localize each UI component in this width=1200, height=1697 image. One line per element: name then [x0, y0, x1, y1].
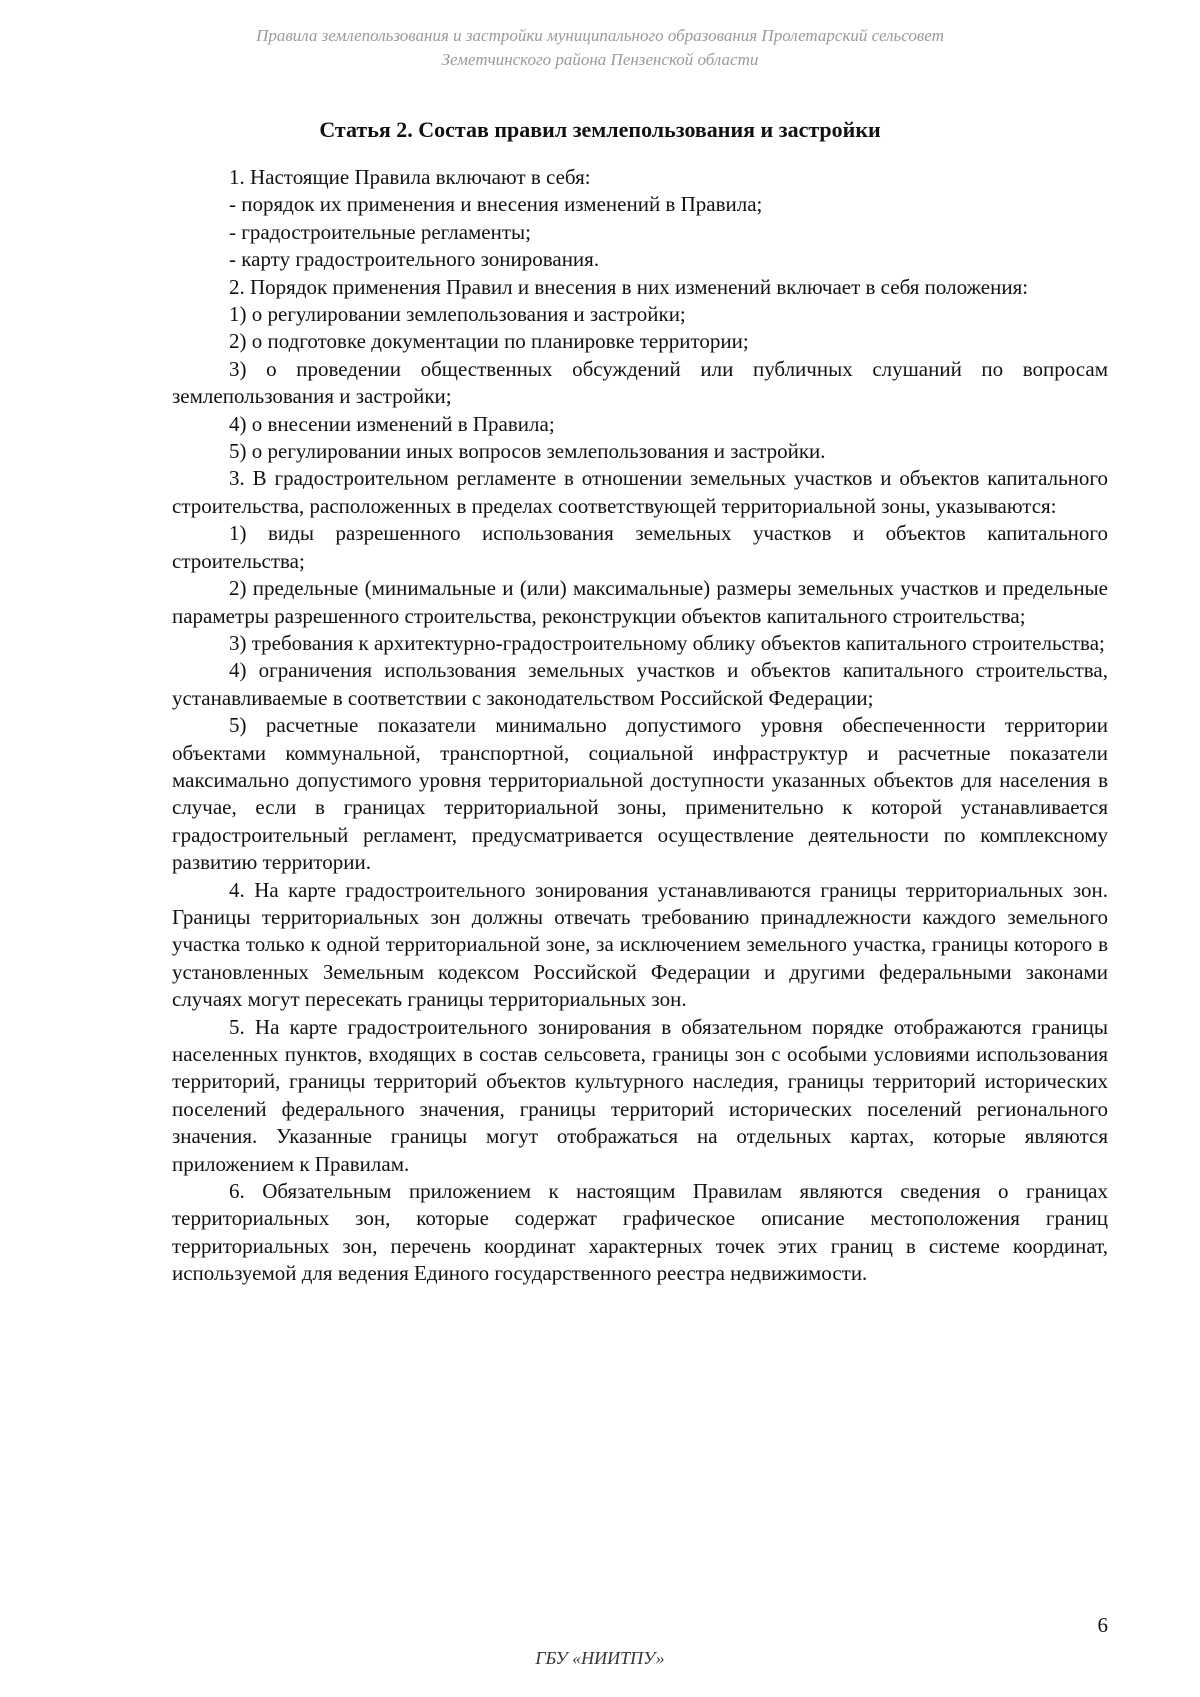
paragraph: 4. На карте градостроительного зонирования устанавливаются границы территориальных зон. Границы территориальных зон должны отвечать требованию принадлежности каждого земельного участка только к одной территориальной зоне, за исключением земельного участка, границы которого в установленных Земельным кодексом Российской Федерации и другими федеральными законами случаях могут пересекать границы территориальных зон. [172, 877, 1108, 1012]
article-body [172, 164, 1108, 1288]
paragraph: 4) ограничения использования земельных участков и объектов капитального строительства, устанавливаемые в соответствии с законодательством Российской Федерации; [172, 658, 1108, 710]
paragraph: 1) о регулировании землепользования и застройки; [229, 302, 686, 327]
paragraph: 2. Порядок применения Правил и внесения в них изменений включает в себя положения: [229, 274, 1029, 299]
paragraph: 2) о подготовке документации по планировке территории; [229, 329, 749, 354]
page-number: 6 [1097, 1613, 1108, 1637]
paragraph: 6. Обязательным приложением к настоящим Правилам являются сведения о границах территориальных зон, которые содержат графическое описание местоположения границ территориальных зон, перечень координат характерных точек этих границ в системе координат, используемой для ведения Единого государственного реестра недвижимости. [172, 1179, 1108, 1286]
paragraph: 3. В градостроительном регламенте в отношении земельных участков и объектов капитального строительства, расположенных в пределах соответствующей территориальной зоны, указываются: [172, 466, 1108, 518]
paragraph: 5) расчетные показатели минимально допустимого уровня обеспеченности территории объектами коммунальной, транспортной, социальной инфраструктур и расчетные показатели максимально допустимого уровня территориальной доступности указанных объектов для населения в случае, если в границах территориальной зоны, применительно к которой устанавливается градостроительный регламент, предусматривается осуществление деятельности по комплексному развитию территории. [172, 713, 1108, 875]
article-title: Статья 2. Состав правил землепользования и застройки [319, 117, 881, 142]
paragraph: 1) виды разрешенного использования земельных участков и объектов капитального строительства; [172, 521, 1108, 573]
paragraph: 5. На карте градостроительного зонирования в обязательном порядке отображаются границы населенных пунктов, входящих в состав сельсовета, границы зон с особыми условиями использования территорий, границы территорий объектов культурного наследия, границы территорий исторических поселений федерального значения, границы территорий исторических поселений регионального значения. Указанные границы могут отображаться на отдельных картах, которые являются приложением к Правилам. [172, 1014, 1108, 1176]
paragraph: - градостроительные регламенты; [229, 219, 531, 244]
header-line-2: Земетчинского района Пензенской области [441, 50, 759, 69]
paragraph: 1. Настоящие Правила включают в себя: [229, 165, 591, 189]
header-line-1: Правила землепользования и застройки муниципального образования Пролетарский сельсовет [256, 26, 944, 45]
paragraph: 3) о проведении общественных обсуждений или публичных слушаний по вопросам землепользования и застройки; [172, 356, 1108, 409]
page-header [0, 24, 1200, 72]
paragraph: 5) о регулировании иных вопросов землепользования и застройки. [229, 439, 826, 464]
page-footer: ГБУ «НИИТПУ» [535, 1648, 665, 1668]
paragraph: 4) о внесении изменений в Правила; [229, 411, 555, 436]
paragraph: - порядок их применения и внесения изменений в Правила; [229, 192, 763, 217]
paragraph: 2) предельные (минимальные и (или) максимальные) размеры земельных участков и предельные параметры разрешенного строительства, реконструкции объектов капитального строительства; [172, 576, 1108, 628]
paragraph: 3) требования к архитектурно-градостроительному облику объектов капитального строительства; [229, 630, 1105, 655]
paragraph: - карту градостроительного зонирования. [229, 247, 600, 272]
